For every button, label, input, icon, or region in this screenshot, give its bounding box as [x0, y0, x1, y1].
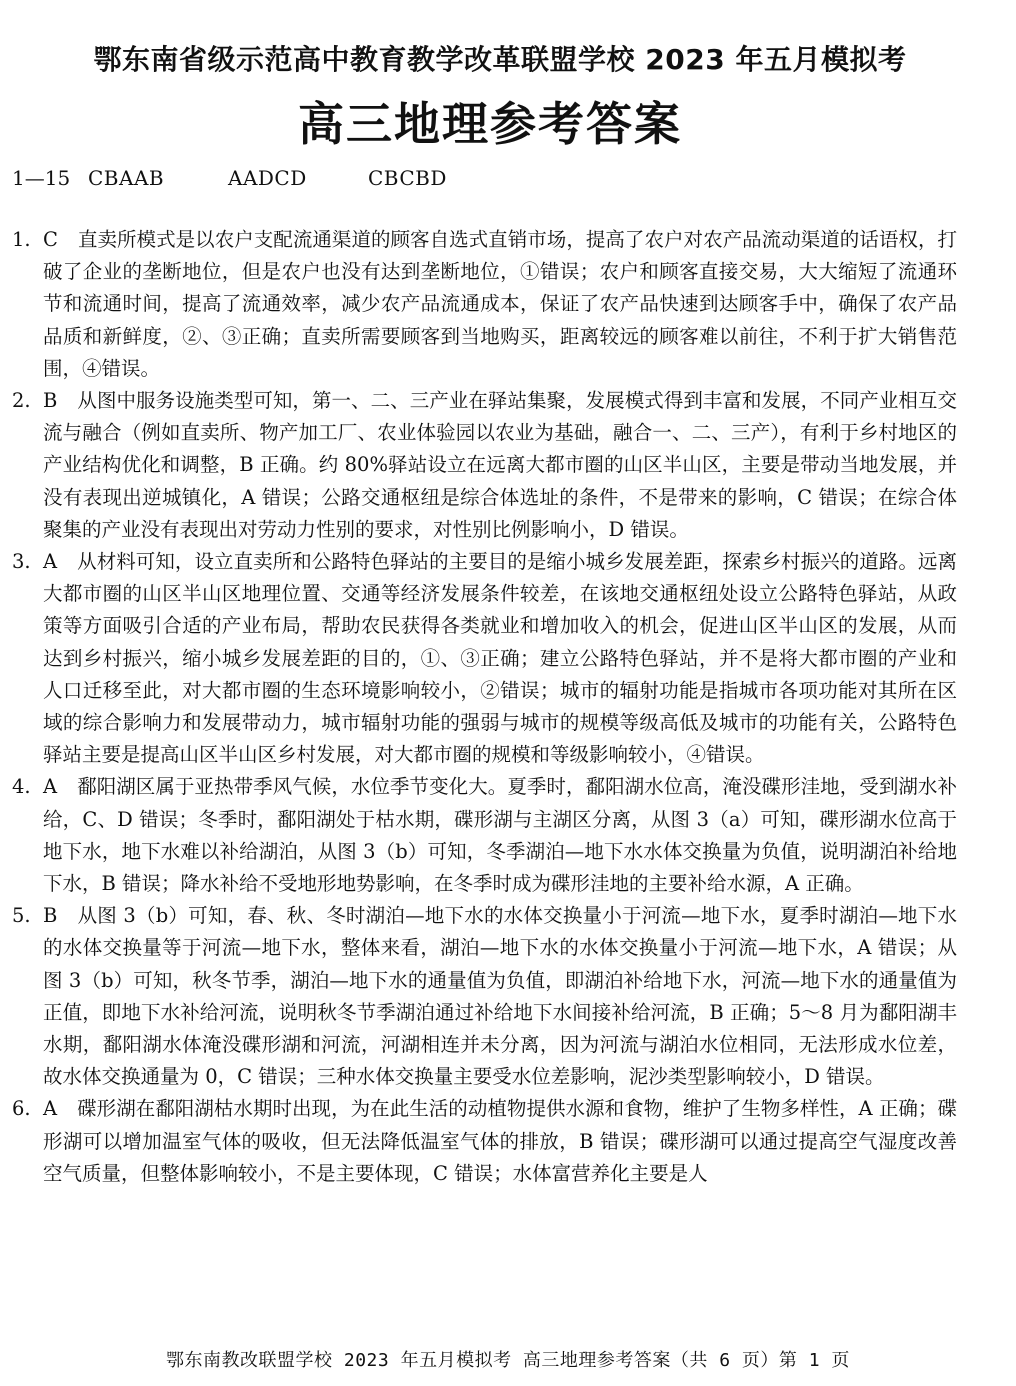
- question-explanation: 从材料可知，设立直卖所和公路特色驿站的主要目的是缩小城乡发展差距，探索乡村振兴的道路。远离大都市圈的山区半山区地理位置、交通等经济发展条件较差，在该地交通枢纽处设立公路特色驿站，从政策等方面吸引合适的产业布局，帮助农民获得各类就业和增加收入的机会，促进山区半山区的发展，从而达到乡村振兴，缩小城乡发展差距的目的，①、③正确；建立公路特色驿站，并不是将大都市圈的产业和人口迁移至此，对大都市圈的生态环境影响较小，②错误；城市的辐射功能是指城市各项功能对其所在区域的综合影响力和发展带动力，城市辐射功能的强弱与城市的规模等级高低及城市的功能有关，公路特色驿站主要是提高山区半山区乡村发展，对大都市圈的规模和等级影响较小，④错误。: [43, 550, 957, 767]
- question-number: 5.: [12, 904, 31, 928]
- explanation-item: [12, 900, 957, 1093]
- question-answer: C: [43, 228, 58, 251]
- question-answer: A: [43, 550, 58, 574]
- question-explanation: 从图中服务设施类型可知，第一、二、三产业在驿站集聚，发展模式得到丰富和发展，不同产业相互交流与融合（例如直卖所、物产加工厂、农业体验园以农业为基础，融合一、二、三产），有利于乡村地区的产业结构优化和调整，B 正确。约 80%驿站设立在远离大都市圈的山区半山区，主要是带动当地发展，并没有表现出逆城镇化，A 错误；公路交通枢纽是综合体选址的条件，不是带来的影响，C 错误；在综合体聚集的产业没有表现出对劳动力性别的要求，对性别比例影响小，D 错误。: [43, 389, 957, 541]
- answer-key-group: AADCD: [228, 166, 307, 190]
- answer-sheet-title: 高三地理参考答案: [298, 97, 682, 151]
- answer-key-group: CBAAB: [88, 166, 165, 190]
- answer-key-summary: [12, 166, 508, 190]
- question-explanation: 碟形湖在鄱阳湖枯水期时出现，为在此生活的动植物提供水源和食物，维护了生物多样性，A 正确；碟形湖可以增加温室气体的吸收，但无法降低温室气体的排放，B 错误；碟形湖可以通过提高空气湿度改善空气质量，但整体影响较小，不是主要体现，C 错误；水体富营养化主要是人: [43, 1097, 957, 1185]
- question-explanation: 从图 3（b）可知，春、秋、冬时湖泊—地下水的水体交换量小于河流—地下水，夏季时湖泊—地下水的水体交换量等于河流—地下水，整体来看，湖泊—地下水的水体交换量小于河流—地下水，A 错误；从图 3（b）可知，秋冬节季，湖泊—地下水的通量值为负值，即湖泊补给地下水，河流—地下水的通量值为正值，即地下水补给河流，说明秋冬节季湖泊通过补给地下水间接补给河流，B 正确；5～8 月为鄱阳湖丰水期，鄱阳湖水体淹没碟形湖和河流，河湖相连并未分离，因为河流与湖泊水位相同，无法形成水位差，故水体交换通量为 0，C 错误；三种水体交换量主要受水位差影响，泥沙类型影响较小，D 错误。: [43, 904, 957, 1089]
- explanation-item: [12, 224, 957, 385]
- answer-key-range: 1—15: [12, 166, 71, 190]
- page-footer: 鄂东南教改联盟学校 2023 年五月模拟考 高三地理参考答案（共 6 页）第 1 页: [166, 1350, 850, 1371]
- answer-key-group: CBCBD: [368, 166, 447, 190]
- question-number: 4.: [12, 775, 31, 799]
- question-number: 6.: [12, 1097, 31, 1121]
- explanation-item: [12, 546, 957, 771]
- question-answer: B: [43, 389, 58, 413]
- question-number: 3.: [12, 550, 31, 574]
- explanations-list: [12, 224, 957, 1190]
- question-answer: B: [43, 904, 58, 928]
- question-answer: A: [43, 1097, 58, 1121]
- explanation-item: [12, 771, 957, 900]
- exam-title: 鄂东南省级示范高中教育教学改革联盟学校 2023 年五月模拟考: [93, 43, 907, 76]
- question-explanation: 鄱阳湖区属于亚热带季风气候，水位季节变化大。夏季时，鄱阳湖水位高，淹没碟形洼地，受到湖水补给，C、D 错误；冬季时，鄱阳湖处于枯水期，碟形湖与主湖区分离，从图 3（a）可知，碟形湖水位高于地下水，地下水难以补给湖泊，从图 3（b）可知，冬季湖泊—地下水水体交换量为负值，说明湖泊补给地下水，B 错误；降水补给不受地形地势影响，在冬季时成为碟形洼地的主要补给水源，A 正确。: [43, 775, 957, 896]
- explanation-item: [12, 385, 957, 546]
- question-answer: A: [43, 775, 58, 799]
- question-number: 1.: [12, 228, 31, 251]
- explanation-item: [12, 1093, 957, 1190]
- question-explanation: 直卖所模式是以农户支配流通渠道的顾客自选式直销市场，提高了农户对农产品流动渠道的话语权，打破了企业的垄断地位，但是农户也没有达到垄断地位，①错误；农户和顾客直接交易，大大缩短了流通环节和流通时间，提高了流通效率，减少农产品流通成本，保证了农产品快速到达顾客手中，确保了农产品品质和新鲜度，②、③正确；直卖所需要顾客到当地购买，距离较远的顾客难以前往，不利于扩大销售范围，④错误。: [43, 228, 957, 380]
- question-number: 2.: [12, 389, 31, 413]
